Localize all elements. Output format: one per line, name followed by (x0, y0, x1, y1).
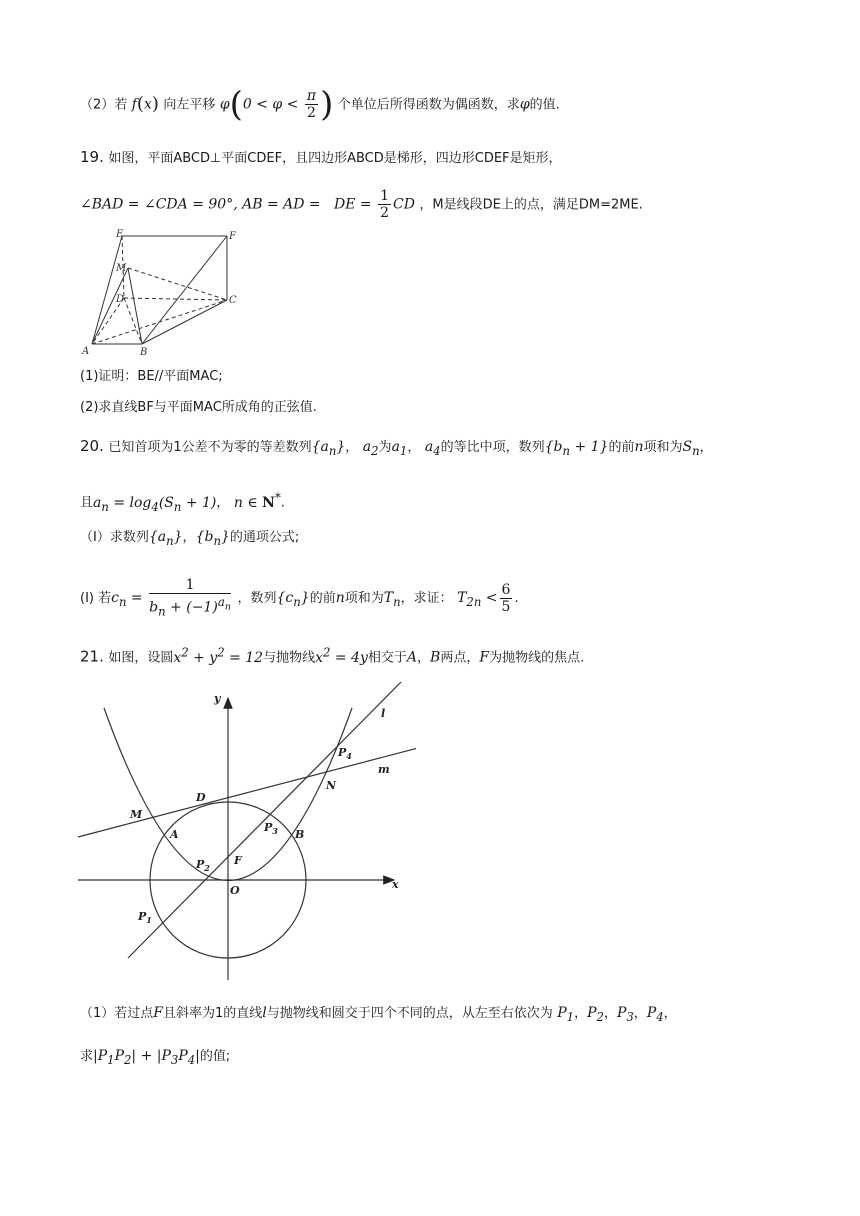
q21-part1-b: 求$|P_1P_2| + |P_3P_4|$的值; (80, 1048, 231, 1067)
q20-stem-b: 且$a_n = \log_4(S_n + 1)$， n ∈ N*. (80, 490, 285, 514)
q20-part1: （Ⅰ）求数列$\{a_n\}$，$\{b_n\}$的通项公式; (80, 529, 300, 548)
q21-label-p4: $P_4$ (338, 746, 352, 761)
q19-label-e: E (116, 229, 124, 240)
q21-label-d: D (196, 791, 206, 804)
q21-figure (76, 680, 416, 985)
q20-stem-a: 20. 已知首项为1公差不为零的等差数列$\{a_n\}$， $a_2$为$a_1$， $a_4$的等比中项，数列$\{b_n + 1\}$的前n项和为$S_n$， (80, 437, 713, 458)
q19-label-d: D (116, 294, 125, 305)
q19-label-b: B (140, 347, 148, 358)
q21-label-m: M (130, 808, 143, 821)
q19-stem-b: ∠BAD = ∠CDA = 90°, AB = AD = DE = $\frac{1}{2}$ CD ，M是线段DE上的点，满足DM=2ME. (80, 188, 643, 221)
q21-label-y: y (214, 692, 221, 705)
q21-label-p1: $P_1$ (138, 910, 152, 925)
q21-stem: 21. 如图，设圆$x^2 + y^2 = 12$与抛物线$x^2 = 4y$相交于A，B两点，F为抛物线的焦点. (80, 645, 585, 666)
q19-label-c: C (229, 295, 237, 306)
q21-label-o: O (230, 884, 240, 897)
q21-label-m-line: m (378, 763, 390, 776)
q21-label-p2: $P_2$ (196, 858, 210, 873)
q19-part1: (1)证明：BE//平面MAC; (80, 369, 223, 384)
q21-label-x: x (392, 878, 399, 891)
q21-label-p3: $P_3$ (264, 821, 278, 836)
q19-figure (80, 228, 250, 358)
q20-part2: (Ⅰ) 若$c_n$ = $\frac{1}{b_n + (-1)^{a_n}}$ ，数列$\{c_n\}$的前n项和为$T_n$，求证： $T_{2n}$ < $\frac{6}{5}$ . (80, 577, 519, 619)
q21-part1-a: （1）若过点F且斜率为1的直线l与抛物线和圆交于四个不同的点，从左至右依次为 $P_1$，$P_2$，$P_3$，$P_4$， (80, 1005, 677, 1024)
q21-label-n: N (326, 779, 337, 792)
q21-label-l: l (381, 707, 386, 720)
q21-label-b: B (295, 828, 305, 841)
q19-label-f: F (229, 231, 236, 242)
q19-stem-a: 19. 如图，平面ABCD⊥平面CDEF，且四边形ABCD是梯形，四边形CDEF是矩形， (80, 148, 562, 166)
q21-label-a: A (170, 828, 179, 841)
q18-part2: （2）若 f(x) 向左平移 φ(0 < φ < $\frac{\pi}{2}$ ) 个单位后所得函数为偶函数，求φ的值. (80, 84, 560, 125)
q19-label-m: M (116, 263, 127, 274)
q19-part2: (2)求直线BF与平面MAC所成角的正弦值. (80, 400, 317, 415)
q19-label-a: A (82, 346, 90, 357)
q21-label-f: F (234, 854, 242, 867)
